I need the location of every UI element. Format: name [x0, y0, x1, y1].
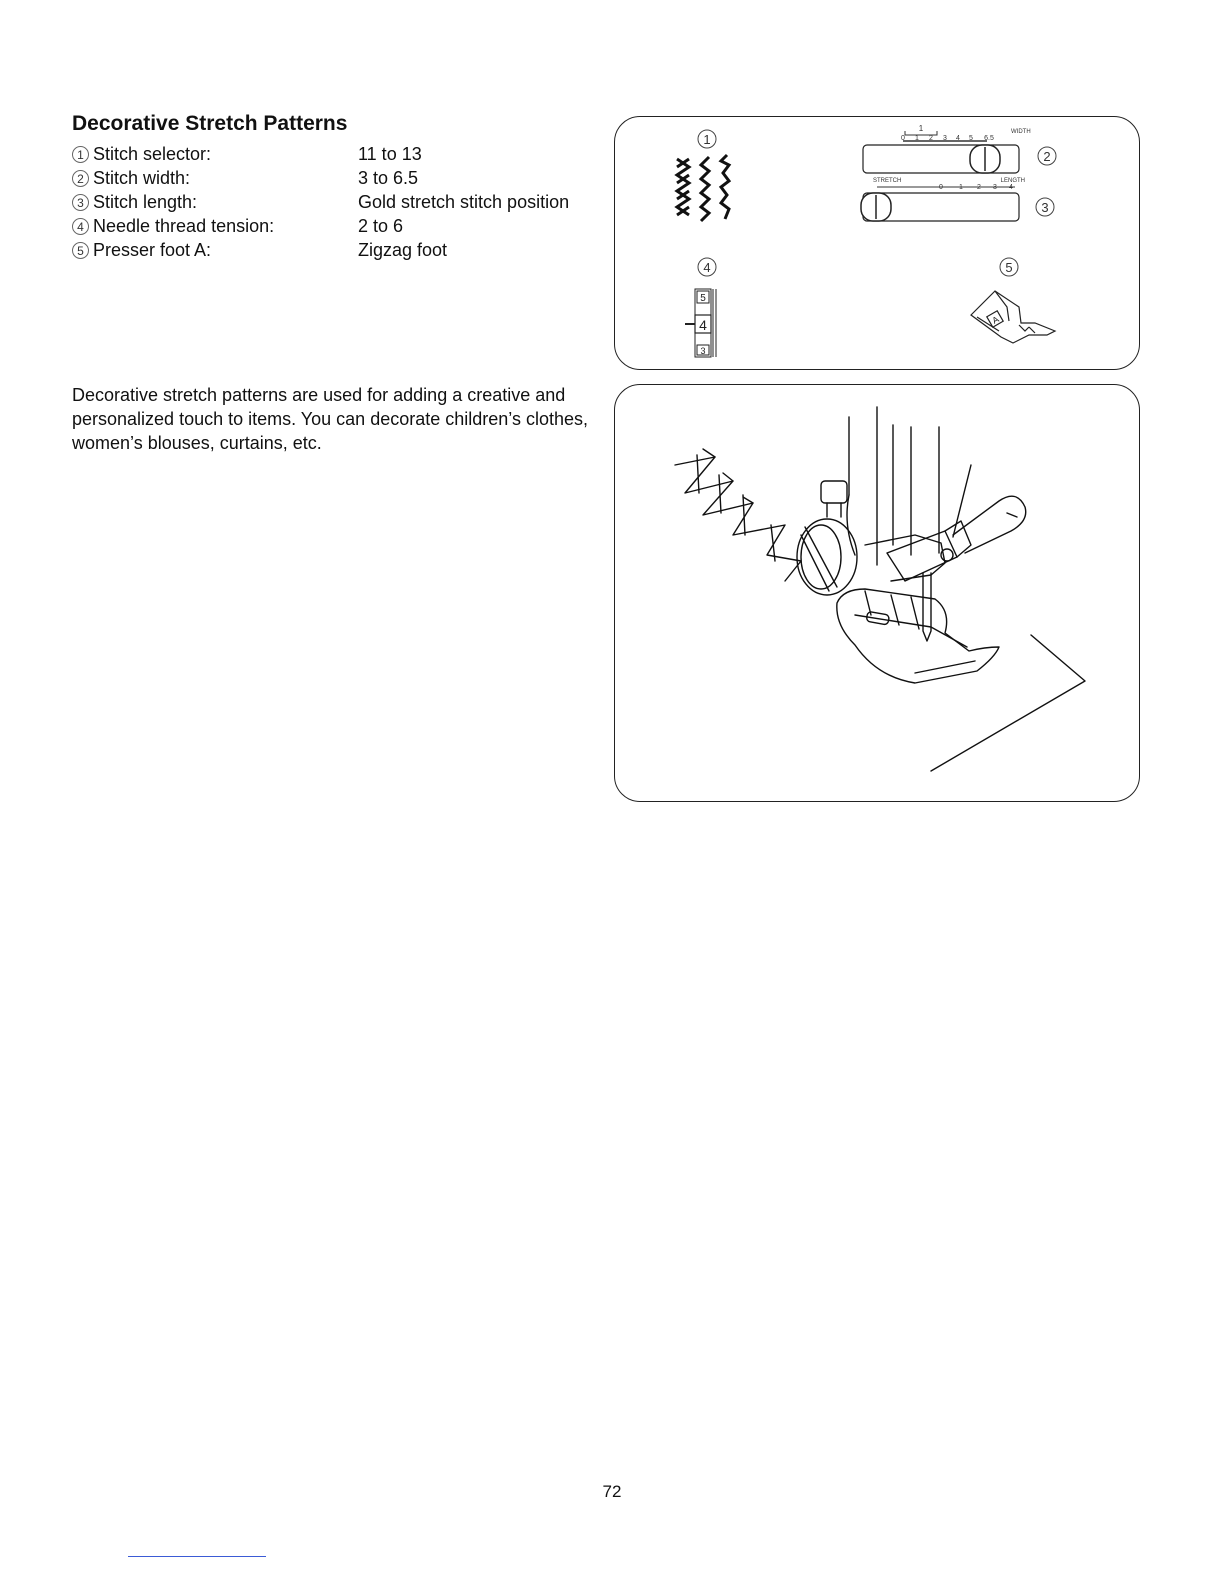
callout-number: 2 [72, 170, 89, 187]
length-tick-3: 3 [993, 184, 997, 191]
callout-5: 5 [1005, 260, 1013, 275]
length-tick-0: 0 [939, 184, 943, 191]
fabric-outline [931, 635, 1085, 771]
width-tick-5: 5 [969, 135, 973, 142]
callout-2: 2 [1043, 149, 1051, 164]
setting-row-stitch-selector [72, 142, 422, 166]
presser-foot-illustration [615, 385, 1139, 801]
presser-foot-a-icon [837, 589, 999, 683]
setting-value: 2 to 6 [358, 216, 404, 236]
length-tick-2: 2 [977, 184, 981, 191]
needle-icon [923, 573, 931, 641]
stitch-patterns-icon [677, 155, 729, 221]
description-paragraph: Decorative stretch patterns are used for adding a creative and personalized touch to items. You can decorate children’s clothes, women’s blouses, curtains, etc. [72, 385, 588, 453]
thumb-screw-icon [797, 519, 857, 595]
settings-diagram-panel [614, 116, 1140, 370]
callout-4: 4 [703, 260, 711, 275]
setting-value: Zigzag foot [358, 240, 448, 260]
callout-1: 1 [703, 132, 711, 147]
presser-foot-icon [971, 291, 1055, 343]
settings-diagram [615, 117, 1139, 369]
tension-value-3: 3 [700, 346, 706, 356]
callout-number: 5 [72, 242, 89, 259]
width-label: WIDTH [1011, 129, 1031, 135]
width-tick-0: 0 [901, 135, 905, 142]
settings-list [72, 142, 570, 262]
tension-dial [685, 289, 716, 357]
setting-row-thread-tension [72, 214, 404, 238]
width-tick-6: 6.5 [984, 135, 994, 142]
length-label: LENGTH [1000, 178, 1025, 184]
callout-number: 3 [72, 194, 89, 211]
setting-value: 11 to 13 [358, 144, 422, 164]
width-tick-2: 2 [929, 135, 933, 142]
sewing-illustration-panel [614, 384, 1140, 802]
length-dial [861, 178, 1025, 221]
width-tick-3: 3 [943, 135, 947, 142]
setting-row-stitch-width [72, 166, 419, 190]
needle-threader-lever-icon [953, 496, 1026, 553]
stretch-label: STRETCH [873, 178, 902, 184]
page-title: Decorative Stretch Patterns [72, 112, 348, 135]
setting-label: Presser foot A: [93, 240, 212, 260]
callout-number: 4 [72, 218, 89, 235]
stretch-stitch-pattern [675, 457, 801, 581]
setting-label: Stitch width: [93, 168, 191, 188]
length-tick-1: 1 [959, 184, 963, 191]
page-number: 72 [602, 1482, 622, 1501]
foot-letter: A [990, 314, 1001, 326]
setting-value: 3 to 6.5 [358, 168, 419, 188]
bottom-link-underline[interactable] [128, 1556, 266, 1557]
callout-3: 3 [1041, 200, 1049, 215]
width-dial [863, 124, 1031, 173]
setting-row-presser-foot [72, 238, 448, 262]
callout-number: 1 [72, 146, 89, 163]
setting-value: Gold stretch stitch position [358, 192, 570, 212]
length-tick-4: 4 [1009, 184, 1013, 191]
tension-value-5: 5 [700, 293, 706, 304]
setting-label: Needle thread tension: [93, 216, 275, 236]
width-top-mark: 1 [918, 124, 924, 133]
setting-label: Stitch length: [93, 192, 198, 212]
setting-label: Stitch selector: [93, 144, 212, 164]
width-tick-4: 4 [956, 135, 960, 142]
tension-value-4: 4 [699, 317, 707, 333]
setting-row-stitch-length [72, 190, 570, 214]
width-tick-1: 1 [915, 135, 919, 142]
